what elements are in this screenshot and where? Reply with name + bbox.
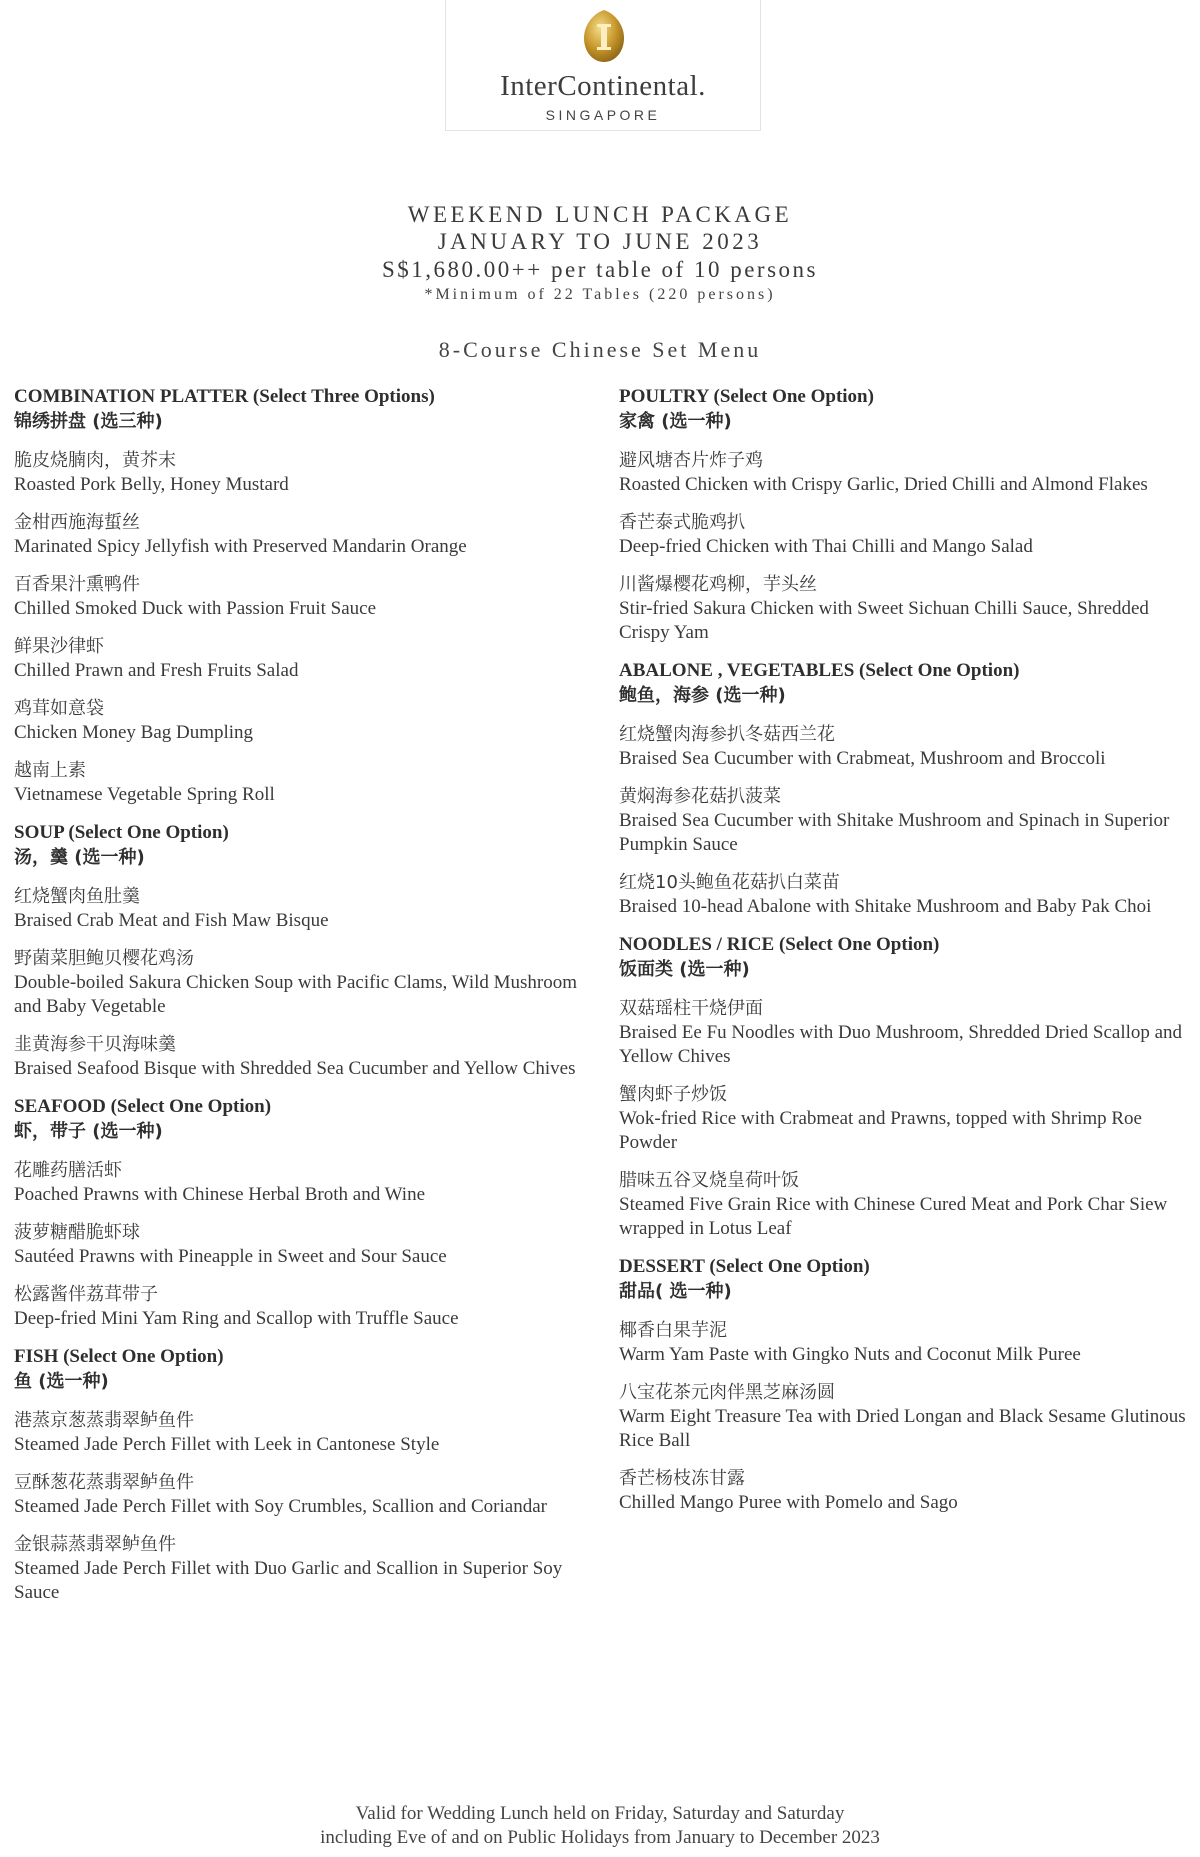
menu-item — [14, 946, 594, 1019]
menu-section — [619, 933, 1199, 1241]
dish-name-chinese: 百香果汁熏鸭件 — [14, 574, 140, 595]
dish-name-chinese: 野菌菜胆鲍贝樱花鸡汤 — [14, 948, 194, 969]
dish-name-chinese: 菠萝糖醋脆虾球 — [14, 1222, 140, 1243]
dish-name-english: Steamed Jade Perch Fillet with Leek in Cantonese Style — [14, 1434, 440, 1455]
menu-item — [14, 634, 594, 683]
hotel-city: SINGAPORE — [545, 107, 661, 123]
section-heading: NOODLES / RICE (Select One Option) — [619, 934, 940, 955]
dish-name-chinese: 香芒泰式脆鸡扒 — [619, 512, 745, 533]
section-heading-chinese: 甜品( 选一种) — [619, 1281, 732, 1302]
menu-item — [14, 1220, 594, 1269]
dish-name-english: Steamed Five Grain Rice with Chinese Cured Meat and Pork Char Siew wrapped in Lotus Leaf — [619, 1194, 1168, 1239]
menu-item — [14, 448, 594, 497]
dish-name-chinese: 花雕药膳活虾 — [14, 1160, 122, 1181]
section-heading: DESSERT (Select One Option) — [619, 1256, 870, 1277]
section-heading-chinese: 虾，带子 (选一种) — [14, 1121, 163, 1142]
dish-name-english: Braised 10-head Abalone with Shitake Mushroom and Baby Pak Choi — [619, 896, 1152, 917]
dish-name-english: Chilled Prawn and Fresh Fruits Salad — [14, 660, 299, 681]
dish-name-english: Chicken Money Bag Dumpling — [14, 722, 254, 743]
dish-name-chinese: 鲜果沙律虾 — [14, 636, 104, 657]
menu-item — [619, 870, 1199, 919]
menu-item — [14, 572, 594, 621]
menu-item — [14, 1032, 594, 1081]
dish-name-chinese: 川酱爆樱花鸡柳，芋头丝 — [619, 574, 817, 595]
package-dates: JANUARY TO JUNE 2023 — [437, 229, 763, 254]
menu-section — [14, 1345, 594, 1605]
dish-name-chinese: 避风塘杏片炸子鸡 — [619, 450, 763, 471]
package-title: WEEKEND LUNCH PACKAGE — [407, 202, 793, 227]
menu-item — [619, 1466, 1199, 1515]
hotel-name: InterContinental. — [500, 70, 706, 102]
section-heading-chinese: 鲍鱼，海参 (选一种) — [619, 685, 786, 706]
menu-item — [14, 696, 594, 745]
section-heading: SOUP (Select One Option) — [14, 822, 229, 843]
dish-name-english: Wok-fried Rice with Crabmeat and Prawns, topped with Shrimp Roe Powder — [619, 1108, 1142, 1153]
dish-name-english: Braised Seafood Bisque with Shredded Sea Cucumber and Yellow Chives — [14, 1058, 576, 1079]
section-heading-chinese: 锦绣拼盘 (选三种) — [14, 411, 163, 432]
minimum-tables-note: *Minimum of 22 Tables (220 persons) — [424, 286, 776, 303]
menu-item — [619, 1318, 1199, 1367]
dish-name-english: Steamed Jade Perch Fillet with Soy Crumbles, Scallion and Coriandar — [14, 1496, 547, 1517]
dish-name-chinese: 越南上素 — [14, 760, 86, 781]
dish-name-chinese: 港蒸京葱蒸翡翠鲈鱼件 — [14, 1410, 194, 1431]
menu-item — [14, 1470, 594, 1519]
menu-item — [619, 1380, 1199, 1453]
dish-name-chinese: 豆酥葱花蒸翡翠鲈鱼件 — [14, 1472, 194, 1493]
dish-name-chinese: 双菇瑶柱干烧伊面 — [619, 998, 763, 1019]
dish-name-english: Sautéed Prawns with Pineapple in Sweet and Sour Sauce — [14, 1246, 447, 1267]
menu-item — [14, 1532, 594, 1605]
menu-item — [14, 758, 594, 807]
dish-name-english: Double-boiled Sakura Chicken Soup with Pacific Clams, Wild Mushroom and Baby Vegetable — [14, 972, 578, 1017]
dish-name-english: Warm Yam Paste with Gingko Nuts and Coconut Milk Puree — [619, 1344, 1081, 1365]
menu-item — [619, 572, 1199, 645]
dish-name-english: Braised Sea Cucumber with Shitake Mushroom and Spinach in Superior Pumpkin Sauce — [619, 810, 1170, 855]
dish-name-english: Braised Ee Fu Noodles with Duo Mushroom, Shredded Dried Scallop and Yellow Chives — [619, 1022, 1183, 1067]
dish-name-english: Deep-fried Mini Yam Ring and Scallop with Truffle Sauce — [14, 1308, 459, 1329]
menu-item — [14, 1158, 594, 1207]
package-price: S$1,680.00++ per table of 10 persons — [382, 257, 818, 282]
dish-name-chinese: 红烧10头鲍鱼花菇扒白菜苗 — [619, 872, 840, 893]
menu-item — [619, 996, 1199, 1069]
section-heading-chinese: 饭面类 (选一种) — [619, 959, 750, 980]
menu-item — [619, 722, 1199, 771]
dish-name-chinese: 金柑西施海蜇丝 — [14, 512, 140, 533]
menu-item — [14, 1408, 594, 1457]
dish-name-english: Steamed Jade Perch Fillet with Duo Garlic and Scallion in Superior Soy Sauce — [14, 1558, 563, 1603]
menu-section — [14, 385, 594, 807]
menu-item — [619, 1082, 1199, 1155]
dish-name-chinese: 红烧蟹肉海参扒冬菇西兰花 — [619, 724, 835, 745]
dish-name-chinese: 红烧蟹肉鱼肚羹 — [14, 886, 140, 907]
dish-name-english: Marinated Spicy Jellyfish with Preserved Mandarin Orange — [14, 536, 467, 557]
hotel-logo — [445, 0, 761, 131]
dish-name-english: Vietnamese Vegetable Spring Roll — [14, 784, 275, 805]
dish-name-chinese: 香芒杨枝冻甘露 — [619, 1468, 745, 1489]
menu-item — [14, 510, 594, 559]
section-heading: ABALONE , VEGETABLES (Select One Option) — [619, 660, 1020, 681]
section-heading-chinese: 鱼 (选一种) — [14, 1371, 109, 1392]
section-heading: POULTRY (Select One Option) — [619, 386, 874, 407]
menu-item — [14, 1282, 594, 1331]
dish-name-chinese: 椰香白果芋泥 — [619, 1320, 727, 1341]
dish-name-english: Deep-fried Chicken with Thai Chilli and Mango Salad — [619, 536, 1033, 557]
dish-name-english: Braised Crab Meat and Fish Maw Bisque — [14, 910, 329, 931]
dish-name-english: Stir-fried Sakura Chicken with Sweet Sichuan Chilli Sauce, Shredded Crispy Yam — [619, 598, 1149, 643]
dish-name-chinese: 蟹肉虾子炒饭 — [619, 1084, 727, 1105]
dish-name-chinese: 韭黄海参干贝海味羹 — [14, 1034, 176, 1055]
menu-section — [619, 1255, 1199, 1515]
menu-section — [14, 821, 594, 1081]
dish-name-english: Chilled Mango Puree with Pomelo and Sago — [619, 1492, 958, 1513]
section-heading-chinese: 汤，羹 (选一种) — [14, 847, 145, 868]
dish-name-english: Poached Prawns with Chinese Herbal Broth and Wine — [14, 1184, 425, 1205]
menu-item — [619, 510, 1199, 559]
dish-name-chinese: 腊味五谷叉烧皇荷叶饭 — [619, 1170, 799, 1191]
section-heading: SEAFOOD (Select One Option) — [14, 1096, 272, 1117]
dish-name-english: Roasted Chicken with Crispy Garlic, Dried Chilli and Almond Flakes — [619, 474, 1148, 495]
menu-column-right — [619, 385, 1199, 1529]
dish-name-english: Warm Eight Treasure Tea with Dried Longan and Black Sesame Glutinous Rice Ball — [619, 1406, 1186, 1451]
menu-item — [14, 884, 594, 933]
menu-section — [619, 385, 1199, 645]
menu-item — [619, 784, 1199, 857]
dish-name-chinese: 黄焖海参花菇扒菠菜 — [619, 786, 781, 807]
section-heading-chinese: 家禽 (选一种) — [619, 411, 732, 432]
dish-name-chinese: 金银蒜蒸翡翠鲈鱼件 — [14, 1534, 176, 1555]
intercontinental-emblem-icon — [582, 8, 626, 64]
section-heading: COMBINATION PLATTER (Select Three Options) — [14, 386, 435, 407]
dish-name-english: Roasted Pork Belly, Honey Mustard — [14, 474, 289, 495]
section-heading: FISH (Select One Option) — [14, 1346, 224, 1367]
menu-section — [619, 659, 1199, 919]
footer-validity-line-2: including Eve of and on Public Holidays from January to December 2023 — [320, 1827, 880, 1848]
footer-validity-line-1: Valid for Wedding Lunch held on Friday, Saturday and Saturday — [355, 1803, 845, 1824]
dish-name-chinese: 松露酱伴荔茸带子 — [14, 1284, 158, 1305]
menu-item — [619, 448, 1199, 497]
menu-column-left — [14, 385, 594, 1619]
dish-name-chinese: 脆皮烧腩肉，黄芥末 — [14, 450, 176, 471]
dish-name-english: Chilled Smoked Duck with Passion Fruit Sauce — [14, 598, 377, 619]
dish-name-chinese: 八宝花茶元肉伴黑芝麻汤圆 — [619, 1382, 835, 1403]
menu-title: 8-Course Chinese Set Menu — [438, 337, 762, 362]
dish-name-chinese: 鸡茸如意袋 — [14, 698, 104, 719]
menu-section — [14, 1095, 594, 1331]
dish-name-english: Braised Sea Cucumber with Crabmeat, Mushroom and Broccoli — [619, 748, 1106, 769]
menu-item — [619, 1168, 1199, 1241]
